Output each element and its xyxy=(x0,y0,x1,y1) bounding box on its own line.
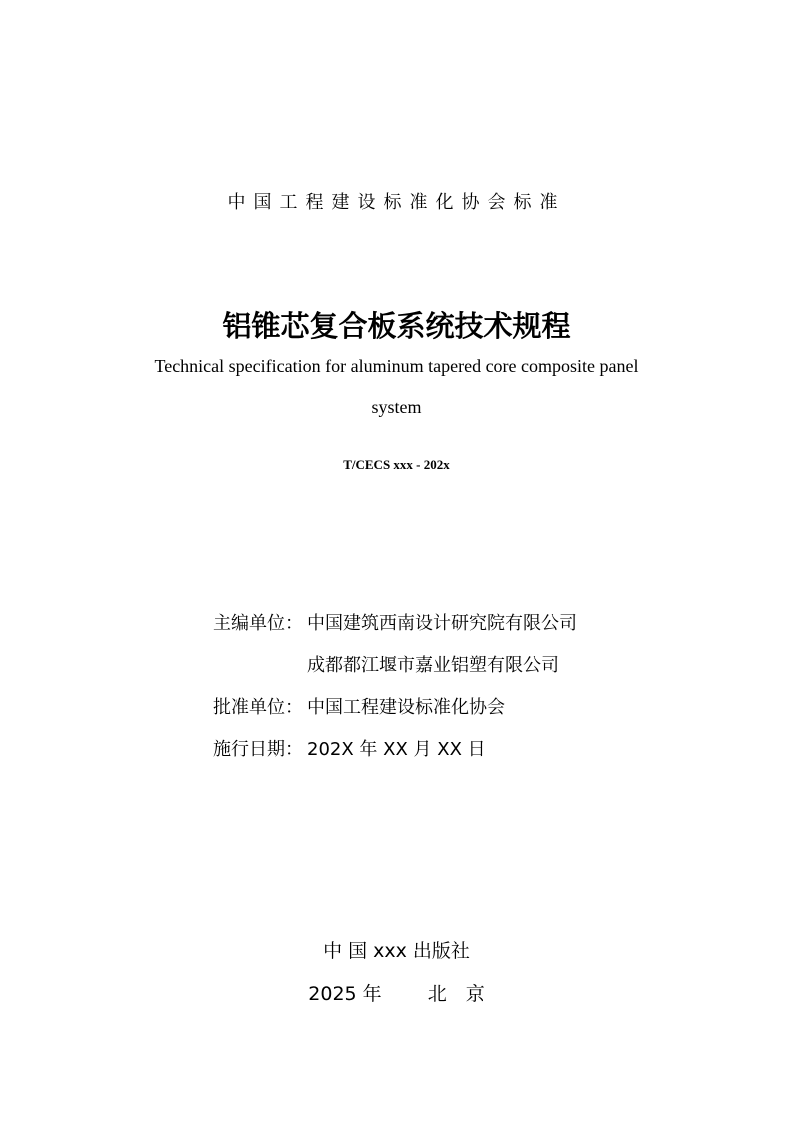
chief-editor-primary: 中国建筑西南设计研究院有限公司 xyxy=(307,613,577,634)
chief-editor-label: 主编单位： xyxy=(213,613,303,634)
publication-city: 北 京 xyxy=(427,983,485,1005)
publisher-name: 中 国 xxx 出版社 xyxy=(323,940,470,962)
approval-row xyxy=(213,693,505,719)
publication-year-city xyxy=(0,979,793,1006)
standard-number: T/CECS xxx - 202x xyxy=(343,457,450,472)
effective-date-label: 施行日期： xyxy=(213,739,303,760)
document-title-english-line-1: Technical specification for aluminum tapered core composite panel xyxy=(154,356,639,376)
publication-year: 2025 年 xyxy=(308,983,382,1005)
approval-label: 批准单位： xyxy=(213,697,303,718)
association-standard-header: 中国工程建设标准化协会标准 xyxy=(227,192,566,213)
approval-value: 中国工程建设标准化协会 xyxy=(307,697,505,718)
effective-date-row xyxy=(213,735,486,761)
document-title-chinese: 铝锥芯复合板系统技术规程 xyxy=(222,309,571,343)
document-title-english-line-2: system xyxy=(371,397,422,417)
chief-editor-secondary: 成都都江堰市嘉业铝塑有限公司 xyxy=(307,655,559,676)
effective-date-value: 202X 年 XX 月 XX 日 xyxy=(307,739,486,760)
chief-editor-secondary-row xyxy=(213,651,559,677)
chief-editor-row xyxy=(213,609,577,635)
